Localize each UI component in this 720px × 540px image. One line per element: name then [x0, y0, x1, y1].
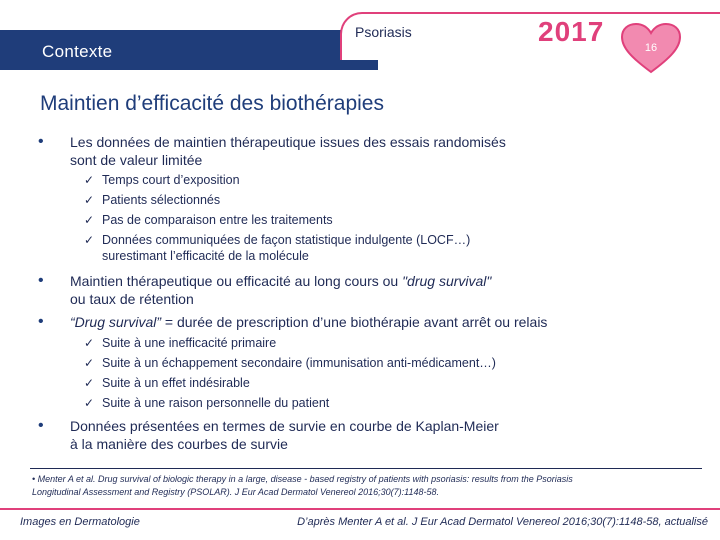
bullet-marker: •	[38, 417, 44, 434]
check-icon: ✓	[84, 356, 95, 370]
bullet-3-em: “Drug survival”	[70, 314, 162, 330]
bullet-1-text	[70, 133, 700, 169]
check-icon: ✓	[84, 336, 95, 350]
bullet-4-line2: à la manière des courbes de survie	[70, 436, 288, 452]
sub-item: Patients sélectionnés	[102, 193, 221, 207]
bullet-4-text	[70, 417, 700, 453]
bullet-2-text	[70, 272, 700, 308]
footnote-line2: Longitudinal Assessment and Registry (PSOLAR). J Eur Acad Dermatol Venereol 2016;30(7):1148-58.	[32, 487, 440, 497]
check-icon: ✓	[84, 193, 95, 207]
sub-item: Suite à un échappement secondaire (immunisation anti-médicament…)	[102, 356, 496, 370]
sub-item: Suite à une raison personnelle du patient	[102, 396, 330, 410]
bullet-1-line1: Les données de maintien thérapeutique issues des essais randomisés	[70, 134, 506, 150]
sub-item: Suite à une inefficacité primaire	[102, 336, 277, 350]
bullet-3-text	[70, 313, 700, 331]
footer-citation: D’après Menter A et al. J Eur Acad Dermatol Venereol 2016;30(7):1148-58, actualisé	[297, 516, 708, 528]
year-label: 2017	[538, 16, 605, 47]
sub-item-line1: Données communiquées de façon statistique indulgente (LOCF…)	[102, 233, 471, 247]
footnote-line1: • Menter A et al. Drug survival of biologic therapy in a large, disease - based registry of patients with psoriasis: results from the Psoriasis	[32, 474, 573, 484]
sub-item: Suite à un effet indésirable	[102, 376, 250, 390]
bullet-marker: •	[38, 133, 44, 150]
slide-title: Maintien d’efficacité des biothérapies	[40, 92, 384, 115]
footer-brand: Images en Dermatologie	[20, 516, 140, 528]
topic-label: Psoriasis	[355, 24, 412, 40]
check-icon: ✓	[84, 173, 95, 187]
bullet-2-line1-em: "drug survival"	[402, 273, 492, 289]
check-icon: ✓	[84, 233, 95, 247]
footer-divider	[0, 508, 720, 510]
sub-item: Pas de comparaison entre les traitements	[102, 213, 333, 227]
bullet-marker: •	[38, 272, 44, 289]
sub-item	[102, 232, 662, 264]
bullet-2-line1	[70, 272, 700, 290]
footnote	[32, 473, 702, 499]
sub-item: Temps court d’exposition	[102, 173, 240, 187]
check-icon: ✓	[84, 376, 95, 390]
bullet-4-line1: Données présentées en termes de survie en courbe de Kaplan-Meier	[70, 418, 499, 434]
sub-item-line2: surestimant l’efficacité de la molécule	[102, 249, 309, 263]
page-number: 16	[644, 42, 658, 54]
footnote-divider	[30, 468, 702, 469]
check-icon: ✓	[84, 396, 95, 410]
bullet-2-line1-text: Maintien thérapeutique ou efficacité au long cours ou	[70, 273, 403, 289]
bullet-marker: •	[38, 313, 44, 330]
bullet-3-rest: = durée de prescription d’une biothérapie avant arrêt ou relais	[161, 314, 548, 330]
bullet-2-line2: ou taux de rétention	[70, 291, 194, 307]
bullet-1-line2: sont de valeur limitée	[70, 152, 203, 168]
check-icon: ✓	[84, 213, 95, 227]
section-label: Contexte	[42, 42, 113, 61]
